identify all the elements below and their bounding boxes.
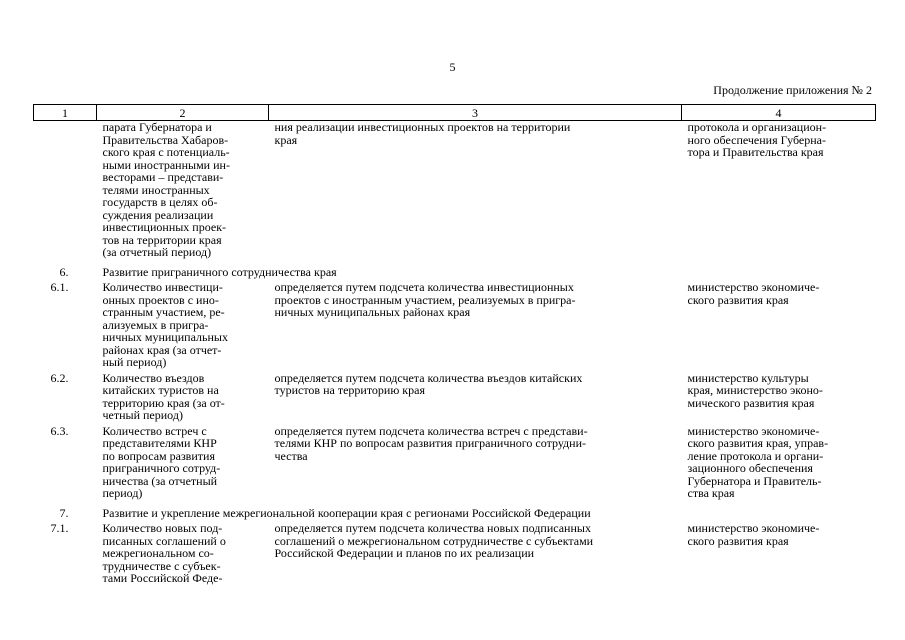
text-line: приграничного сотруд- <box>102 461 221 475</box>
text-line: онных проектов с ино- <box>102 292 219 307</box>
section-title: Развитие приграничного сотрудничества края <box>102 264 337 279</box>
responsible-body-cell <box>682 121 876 262</box>
text-line: определяется путем подсчета количества встреч с представи- <box>274 423 588 438</box>
text-line: Российской Федерации и планов по их реализации <box>274 546 535 560</box>
text-line: края, министерство эконо- <box>687 383 823 397</box>
table-row <box>34 121 876 262</box>
text-line: ного обеспечения Губерна- <box>687 132 826 147</box>
text-line: инвестиционных проек- <box>102 220 227 234</box>
table-row <box>34 425 876 503</box>
header-col-4: 4 <box>682 105 876 121</box>
indicator-name-cell <box>97 522 269 588</box>
text-line: Количество встреч с <box>102 423 207 438</box>
calculation-method-cell <box>269 372 682 425</box>
section-title: Развитие и укрепление межрегиональной кооперации края с регионами Российской Федерации <box>102 505 591 520</box>
text-line: территорию края (за от- <box>102 395 225 410</box>
text-line: Правительства Хабаров- <box>102 132 229 147</box>
calculation-method-cell <box>269 281 682 372</box>
text-line: министерство культуры <box>687 370 809 385</box>
header-col-1: 1 <box>34 105 97 121</box>
text-line: писанных соглашений о <box>102 533 226 548</box>
section-row <box>34 503 876 523</box>
table-row <box>34 372 876 425</box>
text-line: протокола и организацион- <box>687 120 827 134</box>
text-line: представителями КНР <box>102 436 217 450</box>
appendix-continuation-label: Продолжение приложения № 2 <box>713 83 872 97</box>
text-line: министерство экономиче- <box>687 280 820 294</box>
header-col-2: 2 <box>97 105 269 121</box>
text-line: районах края (за отчет- <box>102 342 222 357</box>
text-line: Губернатора и Правитель- <box>687 473 822 488</box>
text-line: парата Губернатора и <box>102 120 212 134</box>
text-line: соглашений о межрегиональном сотрудничестве с субъектами <box>274 533 594 548</box>
section-number: 6. <box>59 264 69 279</box>
text-line: Количество въездов <box>102 370 205 385</box>
table-header-row <box>34 105 876 121</box>
table-row <box>34 281 876 372</box>
indicator-name-cell <box>97 425 269 503</box>
text-line: ничных муниципальных <box>102 330 228 344</box>
text-line: края <box>274 132 298 147</box>
text-line: чества <box>274 448 308 463</box>
text-line: ными иностранными ин- <box>102 157 230 172</box>
text-line: телями КНР по вопросам развития приграничного сотрудни- <box>274 436 587 450</box>
text-line: тора и Правительства края <box>687 145 824 159</box>
text-line: ского развития края <box>687 533 789 548</box>
row-number: 6.1. <box>50 280 69 294</box>
text-line: по вопросам развития <box>102 448 215 463</box>
text-line: четный период) <box>102 408 183 422</box>
responsible-body-cell <box>682 281 876 372</box>
calculation-method-cell <box>269 522 682 588</box>
text-line: ния реализации инвестиционных проектов на территории <box>274 120 571 134</box>
responsible-body-cell <box>682 425 876 503</box>
row-number <box>34 121 97 262</box>
text-line: ничных муниципальных районах края <box>274 305 471 319</box>
text-line: определяется путем подсчета количества новых подписанных <box>274 521 591 535</box>
text-line: китайских туристов на <box>102 383 219 397</box>
text-line: проектов с иностранным участием, реализуемых в пригра- <box>274 292 576 307</box>
text-line: министерство экономиче- <box>687 521 820 535</box>
text-line: ского развития края, управ- <box>687 436 829 450</box>
text-line: ализуемых в пригра- <box>102 317 209 332</box>
text-line: ского развития края <box>687 292 789 307</box>
row-number: 6.2. <box>50 370 69 385</box>
text-line: тов на территории края <box>102 232 222 247</box>
section-row <box>34 262 876 282</box>
calculation-method-cell <box>269 425 682 503</box>
table-row <box>34 522 876 588</box>
text-line: определяется путем подсчета количества инвестиционных <box>274 280 574 294</box>
text-line: межрегиональном со- <box>102 546 214 560</box>
row-number: 6.3. <box>50 423 69 438</box>
text-line: Количество новых под- <box>102 521 223 535</box>
text-line: ского края с потенциаль- <box>102 145 230 159</box>
text-line: ление протокола и органи- <box>687 448 824 463</box>
text-line: государств в целях об- <box>102 195 218 209</box>
text-line: определяется путем подсчета количества въездов китайских <box>274 370 583 385</box>
text-line: суждения реализации <box>102 207 214 222</box>
indicator-name-cell <box>97 281 269 372</box>
indicator-name-cell <box>97 372 269 425</box>
text-line: ничества (за отчетный <box>102 473 218 488</box>
header-col-3: 3 <box>269 105 682 121</box>
text-line: весторами – представи- <box>102 170 224 184</box>
text-line: министерство экономиче- <box>687 423 820 438</box>
text-line: телями иностранных <box>102 182 210 197</box>
responsible-body-cell <box>682 522 876 588</box>
calculation-method-cell <box>269 121 682 262</box>
text-line: туристов на территорию края <box>274 383 425 397</box>
text-line: (за отчетный период) <box>102 245 212 259</box>
text-line: Количество инвестици- <box>102 280 223 294</box>
text-line: трудничестве с субъек- <box>102 558 221 573</box>
text-line: странным участием, ре- <box>102 305 225 319</box>
text-line: зационного обеспечения <box>687 461 813 475</box>
indicator-name-cell <box>97 121 269 262</box>
text-line: ства края <box>687 486 735 500</box>
section-number: 7. <box>59 505 69 520</box>
table-body <box>34 121 876 588</box>
text-line: тами Российской Феде- <box>102 571 223 585</box>
page-number: 5 <box>449 60 456 74</box>
indicators-table <box>33 104 876 588</box>
text-line: ный период) <box>102 355 167 369</box>
text-line: период) <box>102 486 143 500</box>
row-number: 7.1. <box>50 521 69 535</box>
responsible-body-cell <box>682 372 876 425</box>
text-line: мического развития края <box>687 395 815 410</box>
